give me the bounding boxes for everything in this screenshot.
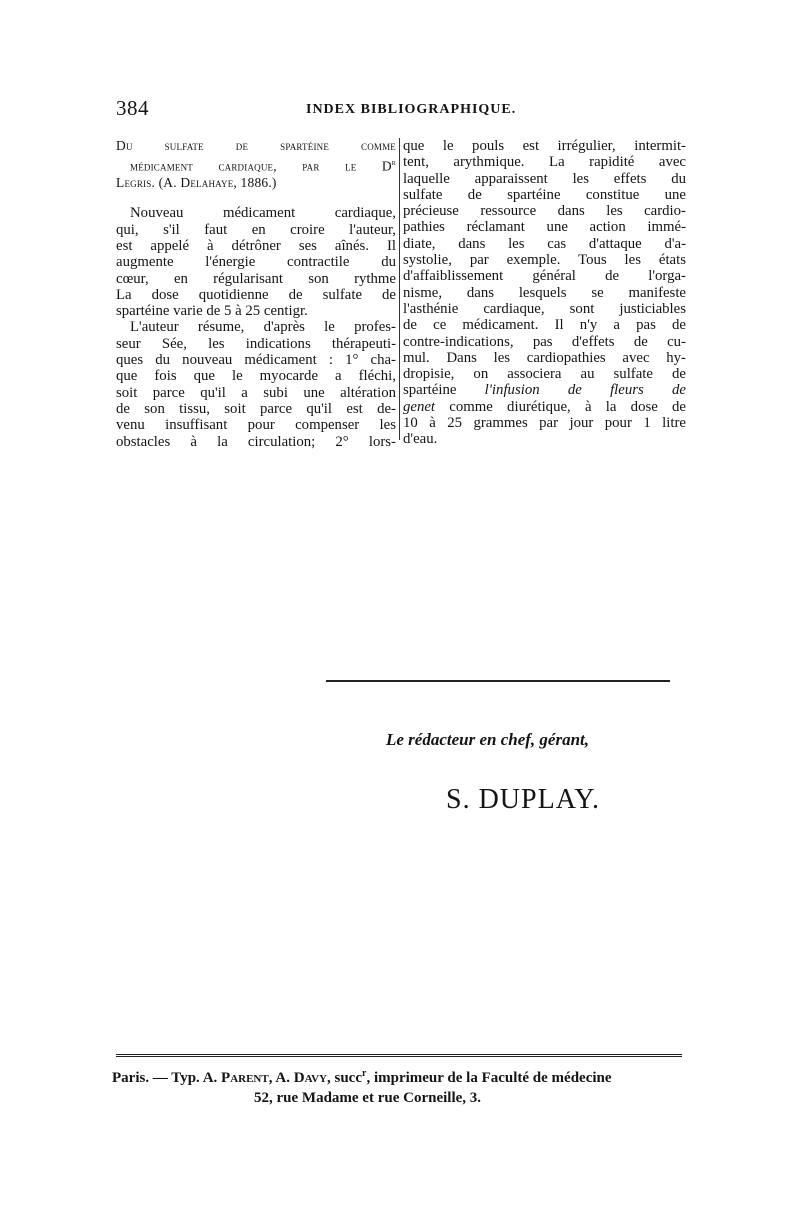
text-line: l'asthénie cardiaque, sont justiciables <box>403 300 686 317</box>
text-line: systolie, par exemple. Tous les états <box>403 252 686 269</box>
text-line: que fois que le myocarde a fléchi, <box>116 368 396 385</box>
italic-phrase: genet <box>403 398 436 415</box>
right-column <box>403 138 686 448</box>
running-title: INDEX BIBLIOGRAPHIQUE. <box>306 102 517 117</box>
text-line: seur Sée, les indications thérapeuti- <box>116 335 396 352</box>
text-line: tent, arythmique. La rapidité avec <box>403 154 686 171</box>
two-column-text <box>116 138 686 448</box>
text-line: spartéine l'infusion de fleurs de <box>403 382 686 399</box>
printer-imprint <box>112 1064 692 1108</box>
text-line: d'affaiblissement général de l'orga- <box>403 268 686 285</box>
footer-rule <box>116 1054 682 1057</box>
imprint-line: 52, rue Madame et rue Corneille, 3. <box>254 1090 482 1106</box>
left-column <box>116 138 396 450</box>
text-line: soit parce qu'il a subi une altération <box>116 384 396 401</box>
text-line: laquelle apparaissent les effets du <box>403 170 686 187</box>
text-line: cœur, en régularisant son rythme <box>116 270 396 287</box>
text-line: dropisie, on associera au sulfate de <box>403 366 686 383</box>
superscript: r <box>391 157 396 168</box>
entry-title-line: Du sulfate de spartéine comme <box>116 138 396 153</box>
text-line: est appelé à détrôner ses aînés. Il <box>116 237 396 254</box>
text-line: 10 à 25 grammes par jour pour 1 litre <box>403 415 686 432</box>
text-line: d'eau. <box>403 431 438 448</box>
signature-name: S. DUPLAY. <box>446 784 600 815</box>
page-number: 384 <box>116 96 149 120</box>
text-line: précieuse ressource dans les cardio- <box>403 203 686 220</box>
text-line: L'auteur résume, d'après le profes- <box>130 319 396 336</box>
text-line: de son tissu, soit parce qu'il est de- <box>116 400 396 417</box>
text-line: contre-indications, pas d'effets de cu- <box>403 333 686 350</box>
text-line: que le pouls est irrégulier, intermit- <box>403 138 686 154</box>
text-line: spartéine varie de 5 à 25 centigr. <box>116 303 308 320</box>
text-line: mul. Dans les cardiopathies avec hy- <box>403 349 686 366</box>
page-header <box>116 96 686 122</box>
entry-title-line: Legris. (A. Delahaye, 1886.) <box>116 175 277 191</box>
horizontal-rule <box>326 680 670 682</box>
entry-title-line: médicament cardiaque, par le $D^r$ <box>130 157 396 174</box>
text-line: augmente l'énergie contractile du <box>116 254 396 271</box>
text-line: qui, s'il faut en croire l'auteur, <box>116 221 396 238</box>
text-line: sulfate de spartéine constitue une <box>403 186 686 203</box>
text-line: nisme, dans lesquels se manifeste <box>403 284 686 301</box>
text-line: pathies réclamant une action immé- <box>403 219 686 236</box>
text-line: de ce médicament. Il n'y a pas de <box>403 317 686 334</box>
column-divider <box>399 138 400 440</box>
italic-phrase: l'infusion de fleurs de <box>484 382 686 399</box>
text-line: La dose quotidienne de sulfate de <box>116 286 396 303</box>
text-line: Nouveau médicament cardiaque, <box>130 205 396 222</box>
signature-role: Le rédacteur en chef, gérant, <box>386 730 590 749</box>
text-line: diate, dans les cas d'attaque d'a- <box>403 235 686 252</box>
text-line: ques du nouveau médicament : 1° cha- <box>116 352 396 369</box>
text-line: obstacles à la circulation; 2° lors- <box>116 433 396 450</box>
imprint-line: Paris. — Typ. A. Parent, A. Davy, succ$^r$, imprimeur de la Faculté de médecine <box>112 1068 612 1086</box>
text-line: genet comme diurétique, à la dose de <box>403 398 686 415</box>
text-line: venu insuffisant pour compenser les <box>116 417 396 434</box>
